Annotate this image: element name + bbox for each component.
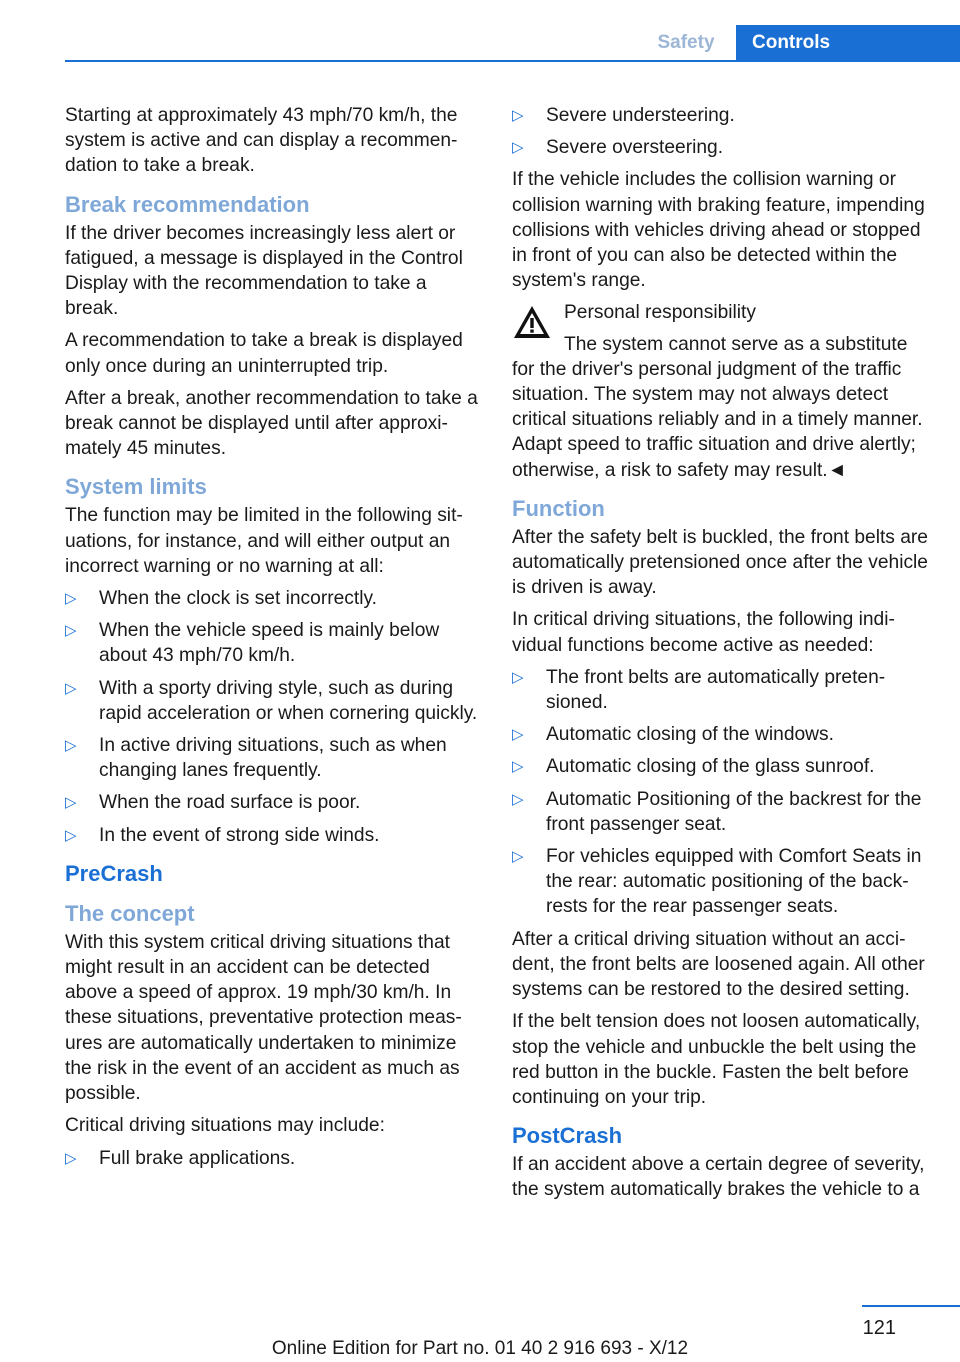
list-item: ▷ With a sporty driving style, such as during rapid acceleration or when cornering quickly.: [65, 677, 478, 724]
list-item: ▷ Severe oversteering.: [512, 135, 930, 160]
list-item: ▷ The front belts are automatically pretensioned.: [512, 666, 886, 714]
warning-title: Personal responsibility: [564, 302, 756, 324]
triangle-right-icon: ▷: [512, 726, 524, 744]
list-item: ▷ When the road surface is poor.: [65, 790, 480, 815]
list-item: ▷ When the clock is set incorrectly.: [65, 586, 480, 611]
list-item: ▷ Automatic Positioning of the backrest for the front passenger seat.: [512, 788, 922, 835]
collision-paragraph: If the vehicle includes the collision warning or collision warning with braking feature, impending collisions with vehicles driving ahead or stopped in front of you can also be detected within the system's range.: [512, 169, 925, 292]
triangle-right-icon: ▷: [512, 758, 524, 776]
system-limits-heading: System limits: [65, 474, 207, 500]
concept-paragraph-1: With this system critical driving situations that might result in an accident can be detected above a speed of approx. 19 mph/30 km/h. In these situations, preventative protection measures are automatically undertaken to minimize the risk in the event of an accident as much as possible.: [65, 931, 462, 1105]
function-paragraph-4: If the belt tension does not loosen automatically, stop the vehicle and unbuckle the belt using the red button in the buckle. Fasten the belt before continuing on your trip.: [512, 1011, 921, 1108]
triangle-right-icon: ▷: [65, 794, 77, 812]
list-item: ▷ For vehicles equipped with Comfort Seats in the rear: automatic positioning of the backrests for the rear passenger seats.: [512, 846, 922, 918]
page-number: 121: [862, 1317, 896, 1339]
postcrash-paragraph: If an accident above a certain degree of severity, the system automatically brakes the vehicle to a: [512, 1154, 925, 1201]
triangle-right-icon: ▷: [65, 590, 77, 608]
limits-list: [65, 586, 480, 848]
triangle-right-icon: ▷: [65, 1149, 77, 1167]
function-list: [512, 665, 930, 920]
triangle-right-icon: ▷: [65, 826, 77, 844]
break-paragraph-2: A recommendation to take a break is displayed only once during an uninterrupted trip.: [65, 330, 463, 377]
concept-heading: The concept: [65, 900, 195, 926]
tab-safety[interactable]: Safety: [657, 32, 715, 53]
break-paragraph-3: After a break, another recommendation to take a break cannot be displayed until after approximately 45 minutes.: [65, 387, 478, 460]
list-item: ▷ Full brake applications.: [65, 1146, 480, 1171]
tab-controls[interactable]: Controls: [736, 25, 960, 61]
triangle-right-icon: ▷: [65, 622, 77, 640]
edition-footer: Online Edition for Part no. 01 40 2 916 693 - X/12: [271, 1338, 689, 1359]
break-recommendation-heading: Break recommendation: [65, 191, 310, 217]
precrash-heading: PreCrash: [65, 860, 163, 886]
list-item: ▷ In the event of strong side winds.: [65, 823, 480, 848]
warning-body: The system cannot serve as a substitute for the driver's personal judgment of the traffic situation. The system may not always detect critical situations reliably and in a timely manner. Adapt speed to traffic situation and drive alertly; otherwise, a risk to safety may result.◄: [512, 333, 923, 481]
postcrash-heading: PostCrash: [512, 1123, 623, 1149]
triangle-right-icon: ▷: [512, 668, 524, 686]
function-heading: Function: [512, 495, 605, 521]
list-item: ▷ When the vehicle speed is mainly below about 43 mph/70 km/h.: [65, 620, 440, 667]
function-paragraph-3: After a critical driving situation without an accident, the front belts are loosened again. All other systems can be restored to the desired setting.: [512, 928, 925, 1001]
list-item: ▷ In active driving situations, such as when changing lanes frequently.: [65, 735, 447, 782]
triangle-right-icon: ▷: [512, 107, 524, 124]
right-column: [512, 103, 930, 1210]
triangle-right-icon: ▷: [65, 737, 77, 755]
triangle-right-icon: ▷: [512, 848, 524, 866]
function-paragraph-2: In critical driving situations, the following individual functions become active as needed:: [512, 609, 895, 656]
critical-situations-list-cont: [512, 103, 930, 160]
limits-paragraph: The function may be limited in the following situations, for instance, and will either output an incorrect warning or no warning at all:: [65, 505, 463, 577]
list-item: ▷ Automatic closing of the windows.: [512, 722, 930, 747]
function-paragraph-1: After the safety belt is buckled, the front belts are automatically pretensioned once after the vehicle is driven is away.: [512, 526, 928, 599]
list-item: ▷ Automatic closing of the glass sunroof.: [512, 754, 930, 779]
triangle-right-icon: ▷: [512, 790, 524, 808]
break-paragraph-1: If the driver becomes increasingly less alert or fatigued, a message is displayed in the Control Display with the recommendation to take a break.: [65, 222, 463, 320]
warning-box: [512, 300, 930, 482]
intro-paragraph: Starting at approximately 43 mph/70 km/h, the system is active and can display a recommendation to take a break.: [65, 105, 458, 177]
concept-paragraph-2: Critical driving situations may include:: [65, 1115, 385, 1137]
footer-rule: [862, 1305, 960, 1307]
header-rule: [65, 60, 960, 62]
triangle-right-icon: ▷: [65, 679, 77, 697]
triangle-right-icon: ▷: [512, 139, 524, 157]
concept-list: [65, 1146, 480, 1171]
warning-triangle-icon: [512, 303, 552, 341]
left-column: [65, 103, 480, 1178]
list-item: ▷ Severe understeering.: [512, 103, 930, 128]
